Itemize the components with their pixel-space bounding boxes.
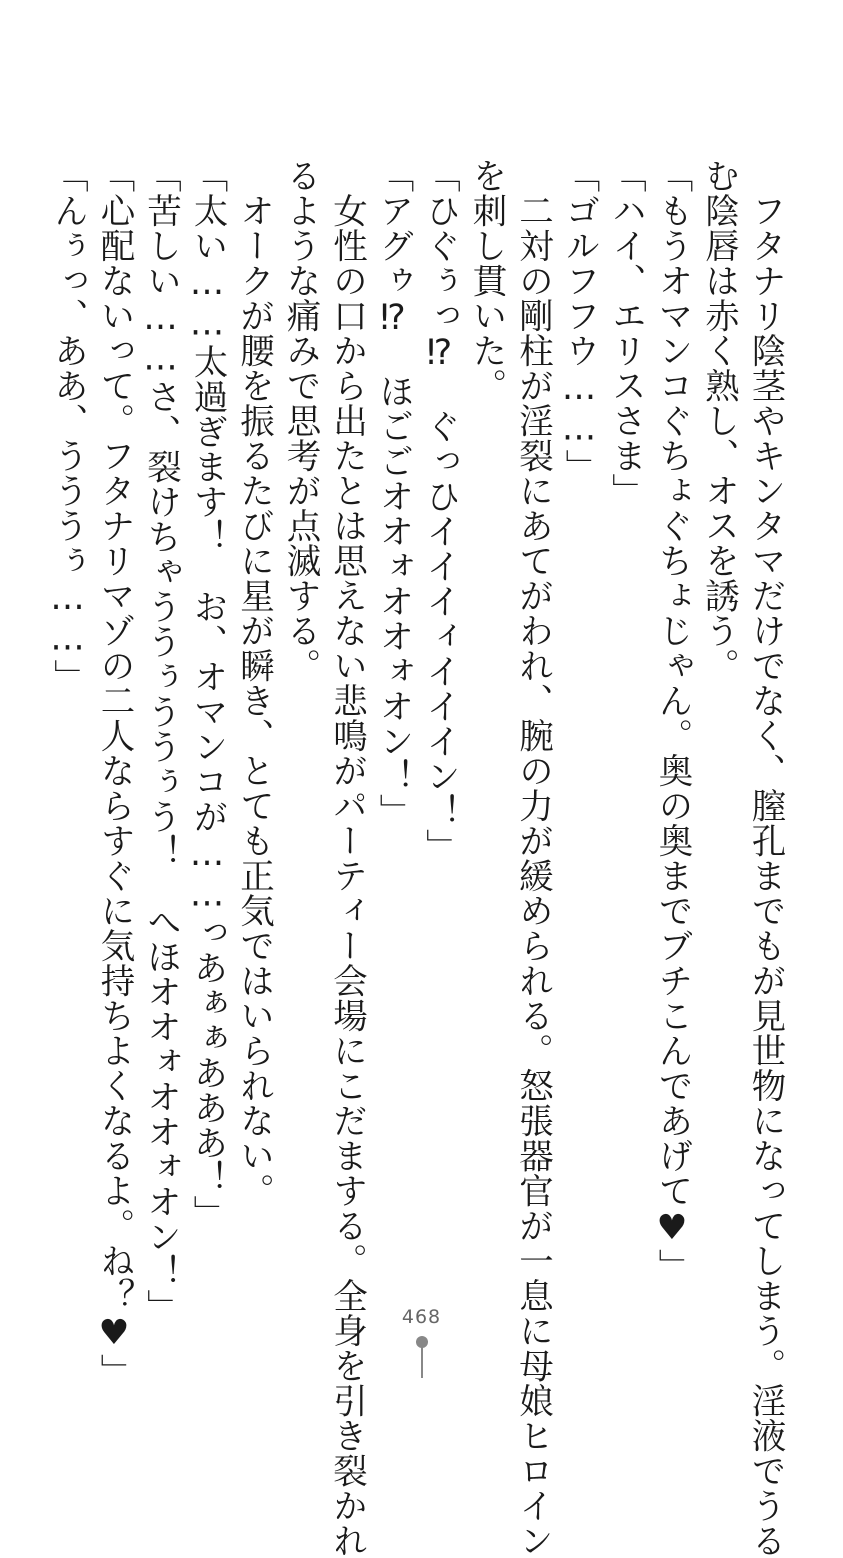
- text-line: オークが腰を振るたびに星が瞬き、とても正気ではいられない。: [233, 158, 274, 1208]
- text-line: 「んぅっ、ああ、うううぅ……」: [47, 158, 88, 694]
- text-line: 「心配ないって。フタナリマゾの二人ならすぐに気持ちよくなるよ。ね？♥」: [94, 158, 134, 1389]
- text-line: 女性の口から出たとは思えない悲鳴がパーティー会場にこだまする。全身を引き裂かれ: [326, 158, 367, 1558]
- text-line: 「アグゥ⁉ ほごごオオォオオォオン！」: [373, 158, 413, 829]
- folio-stem-ornament: [421, 1347, 423, 1378]
- text-line: フタナリ陰茎やキンタマだけでなく、膣孔までもが見世物になってしまう。淫液でうる: [745, 158, 785, 1558]
- text-line: 「もうオマンコぐちょぐちょじゃん。奥の奥までブチこんであげて♥」: [652, 158, 692, 1284]
- text-line: 「太い……太過ぎます！ お、オマンコが……っあぁぁあああ！」: [187, 158, 227, 1230]
- text-line: 「ハイ、エリスさま」: [605, 158, 646, 508]
- text-line: 「苦しい……さ、裂けちゃううぅううぅう！ へほオオォオオォオン！」: [140, 158, 181, 1324]
- text-line: 「ゴルフフウ……」: [559, 158, 599, 484]
- text-line: を刺し貫いた。: [466, 158, 506, 403]
- page-number: 468: [401, 1306, 442, 1328]
- text-line: む陰唇は赤く熟し、オスを誘う。: [698, 158, 739, 683]
- text-line: るような痛みで思考が点滅する。: [280, 158, 320, 683]
- text-line: 二対の剛柱が淫裂にあてがわれ、腕の力が緩められる。怒張器官が一息に母娘ヒロイン: [512, 158, 553, 1558]
- text-line: 「ひぐぅっ⁉ ぐっひイイイィイイイン！」: [419, 158, 460, 864]
